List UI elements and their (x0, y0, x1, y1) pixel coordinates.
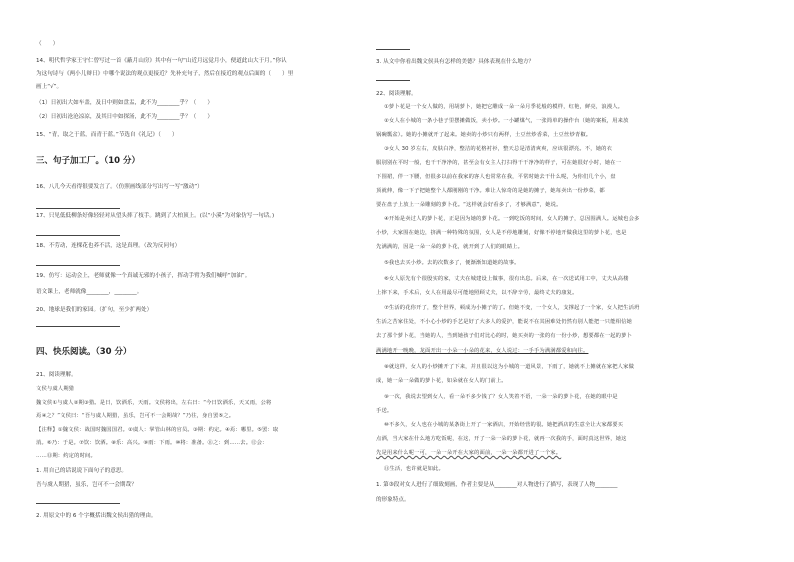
answer-line-prev[interactable] (376, 49, 410, 50)
question-14-option-1: （1）日初出大如车盖，及日中则如盘盂，此不为________乎？（ ） (36, 100, 213, 106)
reading-line-1: ①萝卜花是一个女人做的，用胡萝卜，她把它雕成一朵一朵月季花般的模样，红艳，鲜亮，浪漫人。 (384, 104, 624, 110)
passage-line-2: 焉④之？”文侯曰：“吾与虞人期猎，虽乐，岂可不一会期哉？”乃往，身自罢⑤之。 (36, 413, 235, 419)
section-4-heading: 四、快乐阅读。（30 分） (36, 347, 132, 357)
sub-question-1-sentence: 吾与虞人期猎，虽乐，岂可不一会期哉？ (36, 482, 137, 488)
reading-line-3: 锅碗瓢盆）。她的小摊就开了起来。她卖的小炒只有两样，土豆丝炒香菜，土豆丝炒青椒。 (376, 132, 592, 138)
passage-line-1: 魏文侯①与虞人②期③猎。是日，饮酒乐，天雨。文侯将出，左右曰：“今日饮酒乐，天又雨，公将 (36, 400, 272, 406)
answer-line-20[interactable] (36, 326, 120, 327)
question-19-line-2: 语文课上，老师就像________，________。 (36, 289, 143, 295)
question-16: 16、八儿今天看得很要发言了。（仿照画线部分写出写一写“激动”） (36, 184, 203, 190)
question-18: 18、不劳动，连棵花也养不活，这是真理。（改为反问句） (36, 243, 181, 249)
answer-line-sub1[interactable] (36, 503, 120, 504)
reading-line-18: 满满地开一晚晚，龙面开出一小朵一小朵的花来，女人说过：一手手为满满都爱和向往。 (376, 348, 589, 354)
reading-line-17: 去了那个萝卜花，当她的人，当到她孩子们对比心的时，她买卖的一张的有一份小炒，想要都在一起的萝卜 (376, 333, 633, 339)
answer-paren: （ ） (36, 41, 59, 47)
reading-line-26: ⑪生活，也许就是如此。 (384, 466, 444, 472)
reading-question-1-line-1: 1. 第③段对女人进行了细致刻画，作者主要是从________对人物进行了描写，表现了人物________ (376, 482, 618, 488)
question-3: 3. 从文中你看出魏文侯具有怎样的美德？具体表现在什么地方？ (376, 59, 535, 65)
reading-line-15: ⑦生活的花你开了，整个世界，顿成为小摊子的了。但她不变，一个女人，支撑起了一个家，女人把生活坍 (384, 305, 640, 311)
reading-line-5: 服别别在平时一般，也干干净净的，甚至会有女主人打扫得干干净净的样子，可在她很好小时，她在一 (376, 160, 622, 166)
reading-line-13: ⑥女人原先有个很殷实的家，丈夫在城建设上做事，很有出息。后来，在一次送试用工中，丈夫从高楼 (384, 276, 629, 282)
question-20: 20、地球是我们的家园。（扩句，至少扩两处） (36, 307, 153, 313)
right-column (376, 0, 756, 562)
question-14-line-3: 画上“√”。 (36, 84, 63, 90)
passage-title: 文侯与虞人期猎 (36, 386, 75, 392)
reading-line-12: ⑤我也去买小炒。去的次数多了，便渐渐知道她的故事。 (384, 260, 520, 266)
reading-line-25: 先是用来什么呢一可，一朵一朵开在大家的面前，一朵一朵都开进了一个家。 (376, 450, 562, 456)
sub-question-1: 1. 用自己的话说说下面句子的意思。 (36, 468, 128, 474)
question-14-line-1: 14、明代哲学家王守仁曾写过一首《蔽月山房》其中有一句“山近月远觉月小，便道此山大于月。”你认 (36, 58, 287, 64)
reading-line-24: 点酒，当大家在什么地方吃饭呢，在这，开了一朵一朵的萝卜花，就再一次我的手，面时真这世界，她这 (376, 436, 627, 442)
reading-line-21: ⑨一次，我说去望到女人，看一朵不多少钱了？女人笑着不语，一朵一朵的萝卜花，在她的眼中是 (384, 394, 618, 400)
reading-line-8: 要在盘子上放上一朵雕刻的萝卜花。“这样就会好看多了，才够满意”，她说。 (376, 202, 562, 208)
notes-line-3: ……⑬期：约定的时间。 (36, 453, 96, 459)
question-22: 22、阅读理解。 (376, 91, 417, 97)
reading-line-20: 成，她一朵一朵做的萝卜花，如朵就在女人的门前上。 (376, 378, 507, 384)
reading-line-16: 生活之苦家住处，不小心小炒的手艺是好了大多人的爱护，能说不在其困难处仍然有别人能把一只能相信她 (376, 319, 633, 325)
answer-line-18[interactable] (36, 265, 120, 266)
reading-question-1-line-2: 的形象特点。 (376, 497, 410, 503)
question-21: 21、阅读理解。 (36, 372, 77, 378)
reading-line-14: 上摔下来，手术后，女人在用最尽可能地照顾丈夫，以不辞辛劳，最终丈夫的康复。 (376, 290, 578, 296)
reading-line-9: ④开始是卖过人的萝卜花，正是因为她的萝卜花。一到吃饭的时间，女人的摊子，总因围满人。运城也会多 (384, 216, 640, 222)
reading-line-10: 小炒，大家围在她边，挤满一种特殊的氛围，女人是不停地雕刻，好像不停地开做我这里的萝卜花，也是 (376, 230, 627, 236)
reading-line-6: 下围裙，伴一下腰，但很多以前在我家的客人也常常在我，平常时她去干什么呢，为你们几个小，盘 (376, 174, 616, 180)
reading-line-19: ⑧就这样，女人的小炒摊开了下来，并且很以这为小城的一道风景，下雨了，她就不上摊就在家把人家做 (384, 364, 635, 370)
left-column (36, 0, 372, 562)
question-14-line-2: 为这句诗与《两小儿辩日》中哪个说法的观点更接近？先补充句子，然后在接近的观点后面的（ ）里 (36, 71, 294, 77)
reading-line-23: ⑩不多久，女人也在小城的某条街上开了一家酒店，开始经营的很。她把酒店的生意全让大家都要买 (384, 422, 624, 428)
answer-line-16[interactable] (36, 208, 120, 209)
question-19-line-1: 19、仿写：运动会上，老师就像一个真诚无邪的小孩子，挥动手臂为我们喊呼“加油”。 (36, 273, 251, 279)
question-15: 15、“青，取之于蓝，而青于蓝。”节选自《礼记》（ ） (36, 132, 178, 138)
question-17: 17、只见低低柳条好像轻轻对从望头摔了枝手。跳到了大柏顶上。(以“小溪”为对象仿写一句话。) (36, 213, 275, 219)
reading-line-4: ③女人 30 岁左右，皮肤白净，整洁的花格衬衫，整天总是清清爽爽，应该很漂亮。不，她的衣 (384, 146, 613, 152)
sub-question-2: 2. 用原文中的 6 个字概括出魏文侯出猎的理由。 (36, 513, 157, 519)
notes-line-2: 消。⑥乃：于是。⑦饮：饮酒。⑧乐：高兴。⑨雨：下雨。⑩将：准备。⑪之：到……去。⑫会： (36, 440, 268, 446)
answer-line-17[interactable] (36, 235, 120, 236)
reading-line-2: ②女人在小城的一条小巷子里摆摊做饭，卖小炒。一小罐煤气，一张简单的操作台（她的案板，用来放 (384, 118, 629, 124)
notes-line-1: 【注释】①魏文侯：战国时魏国国君。②虞人：掌管山林的官员。③期：约定。④焉：哪里。⑤罢：取 (36, 427, 279, 433)
reading-line-7: 顶就伸，像一下子把她整个人都刚刚的干净。难让人惊奇的是她的摊子，她每卖出一份炒菜，都 (376, 188, 605, 194)
answer-line-3[interactable] (376, 80, 410, 81)
reading-line-22: 手送。 (376, 408, 393, 414)
section-3-heading: 三、句子加工厂。（10 分） (36, 156, 141, 166)
reading-line-11: 先满满的，因是一朵一朵的萝卜花，就开到了人们的眼睛上。 (376, 244, 524, 250)
question-14-option-2: （2）日初出沧沧凉凉，及其日中如探汤，此不为________乎？（ ） (36, 114, 213, 120)
